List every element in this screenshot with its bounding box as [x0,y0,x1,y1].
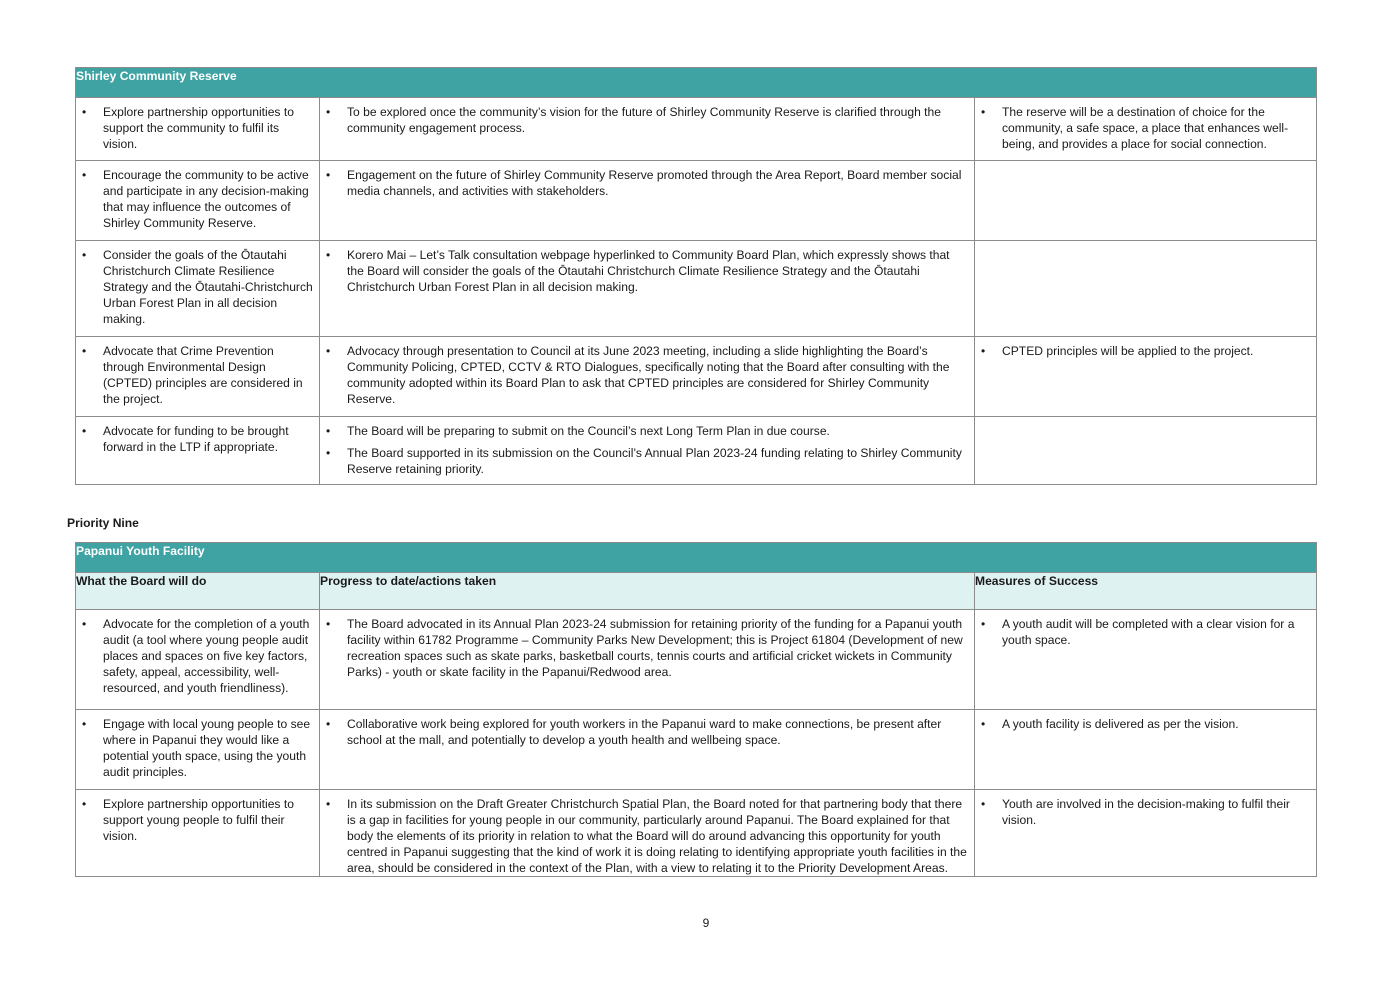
list-item: • To be explored once the community’s vision for the future of Shirley Community Reserve is clarified through the community engagement process. [320,104,974,136]
list-item: • The reserve will be a destination of choice for the community, a safe space, a place that enhances well-being, and provides a place for social connection. [975,104,1316,152]
list-item: • A youth facility is delivered as per the vision. [975,716,1316,732]
progress-cell [320,417,975,485]
table-row [76,710,1317,790]
table-row [76,337,1317,417]
progress-cell [320,710,975,790]
list-item: • In its submission on the Draft Greater Christchurch Spatial Plan, the Board noted for that partnering body that there is a gap in facilities for young people in our community, particularly around Papanui. The Board explained for that body the elements of its priority in relation to what the Board will do around advancing this opportunity for youth centred in Papanui suggesting that the kind of work it is doing relating to identifying appropriate youth facilities in the area, should be considered in the context of the Plan, with a view to relating it to the Priority Development Areas. [320,796,974,876]
measure-cell [975,98,1317,161]
column-headers [76,573,1317,610]
action-cell [76,610,320,710]
measure-cell [975,337,1317,417]
list-item: • The Board supported in its submission on the Council’s Annual Plan 2023-24 funding relating to Shirley Community Reserve retaining priority. [320,445,974,477]
table-row [76,417,1317,485]
table-row [76,161,1317,241]
papanui-table [75,542,1317,877]
progress-cell [320,790,975,877]
table-title: Papanui Youth Facility [76,543,1317,573]
list-item: • Explore partnership opportunities to support young people to fulfil their vision. [76,796,319,844]
table-row [76,610,1317,710]
action-cell [76,790,320,877]
list-item: • Youth are involved in the decision-making to fulfil their vision. [975,796,1316,828]
progress-cell [320,98,975,161]
list-item: • Advocate for the completion of a youth audit (a tool where young people audit places and spaces on five key factors, safety, appeal, accessibility, well-resourced, and youth friendliness). [76,616,319,696]
table-row [76,790,1317,877]
list-item: • Engagement on the future of Shirley Community Reserve promoted through the Area Report, Board member social media channels, and activities with stakeholders. [320,167,974,199]
measure-cell [975,610,1317,710]
list-item: • Collaborative work being explored for youth workers in the Papanui ward to make connections, be present after school at the mall, and potentially to develop a youth health and wellbeing space. [320,716,974,748]
list-item: • The Board will be preparing to submit on the Council’s next Long Term Plan in due course. [320,423,974,439]
column-header-measure: Measures of Success [975,573,1317,610]
table-row [76,241,1317,337]
list-item: • Explore partnership opportunities to support the community to fulfil its vision. [76,104,319,152]
action-cell [76,241,320,337]
list-item: • The Board advocated in its Annual Plan 2023-24 submission for retaining priority of the funding for a Papanui youth facility within 61782 Programme – Community Parks New Development; this is Project 61804 (Development of new recreation spaces such as skate parks, basketball courts, tennis courts and artificial cricket wickets in Community Parks) - youth or skate facility in the Papanui/Redwood area. [320,616,974,680]
column-header-action: What the Board will do [76,573,320,610]
list-item: • CPTED principles will be applied to the project. [975,343,1316,359]
progress-cell [320,241,975,337]
shirley-table [75,67,1317,485]
list-item: • Advocate that Crime Prevention through Environmental Design (CPTED) principles are considered in the project. [76,343,319,407]
list-item: • Engage with local young people to see where in Papanui they would like a potential youth space, using the youth audit principles. [76,716,319,780]
measure-cell [975,710,1317,790]
table-row [76,98,1317,161]
progress-cell [320,337,975,417]
list-item: • Korero Mai – Let’s Talk consultation webpage hyperlinked to Community Board Plan, which expressly shows that the Board will consider the goals of the Ōtautahi Christchurch Climate Resilience Strategy and the Ōtautahi Christchurch Urban Forest Plan in all decision making. [320,247,974,295]
progress-cell [320,610,975,710]
measure-cell [975,241,1317,337]
measure-cell [975,790,1317,877]
table-title: Shirley Community Reserve [76,68,1317,98]
action-cell [76,161,320,241]
action-cell [76,710,320,790]
list-item: • Advocate for funding to be brought forward in the LTP if appropriate. [76,423,319,455]
list-item: • Advocacy through presentation to Council at its June 2023 meeting, including a slide highlighting the Board’s Community Policing, CPTED, CCTV & RTO Dialogues, specifically noting that the Board after consulting with the community adopted within its Board Plan to ask that CPTED principles are considered for Shirley Community Reserve. [320,343,974,407]
priority-heading: Priority Nine [67,516,139,530]
list-item: • Consider the goals of the Ōtautahi Christchurch Climate Resilience Strategy and the Ōtautahi-Christchurch Urban Forest Plan in all decision making. [76,247,319,327]
action-cell [76,98,320,161]
column-header-progress: Progress to date/actions taken [320,573,975,610]
page-number: 9 [702,916,710,930]
list-item: • Encourage the community to be active and participate in any decision-making that may influence the outcomes of Shirley Community Reserve. [76,167,319,231]
progress-cell [320,161,975,241]
action-cell [76,337,320,417]
measure-cell [975,417,1317,485]
list-item: • A youth audit will be completed with a clear vision for a youth space. [975,616,1316,648]
action-cell [76,417,320,485]
measure-cell [975,161,1317,241]
